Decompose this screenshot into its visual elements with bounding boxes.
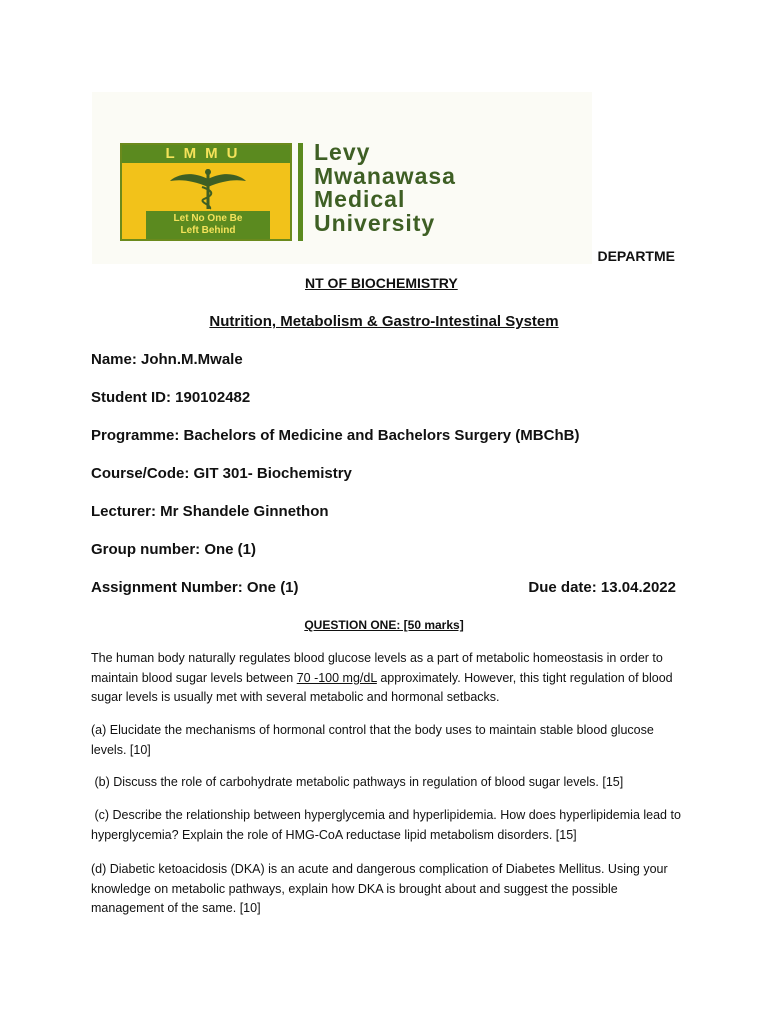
logo-badge-acronym: LMMU [122, 145, 290, 163]
intro-text-before: The human body naturally regulates blood glucose levels as a part of metabolic homeostasis in order to maintain blood sugar levels between [91, 651, 663, 685]
logo-motto [146, 211, 270, 239]
logo-name-line: Levy [314, 139, 371, 165]
question-intro [91, 649, 681, 708]
programme: Programme: Bachelors of Medicine and Bachelors Surgery (MBChB) [91, 427, 580, 444]
logo-motto-line-2: Left Behind [180, 225, 236, 236]
logo-name-line: Medical [314, 186, 406, 212]
question-heading: QUESTION ONE: [50 marks] [304, 618, 464, 632]
logo-motto-line-1: Let No One Be [173, 213, 243, 224]
question-part-a: (a) Elucidate the mechanisms of hormonal control that the body uses to maintain stable blood glucose levels. [10] [91, 723, 654, 757]
intro-text-after: approximately. However, this tight regulation of blood sugar levels is usually met with several metabolic and hormonal setbacks. [91, 670, 673, 704]
module-title: Nutrition, Metabolism & Gastro-Intestinal System [209, 313, 559, 330]
group-number: Group number: One (1) [91, 541, 256, 558]
logo-name-line: Mwanawasa [314, 162, 456, 189]
lecturer: Lecturer: Mr Shandele Ginnethon [91, 503, 329, 520]
logo-divider [298, 143, 303, 241]
department-heading-part-1: DEPARTME [597, 248, 675, 264]
logo-name-line: University [314, 209, 436, 236]
question-part-d: (d) Diabetic ketoacidosis (DKA) is an acute and dangerous complication of Diabetes Mellitus. Using your knowledge on metabolic pathways, explain how DKA is brought about and suggest the possible management of the same. [10] [91, 862, 668, 915]
assignment-number: Assignment Number: One (1) [91, 579, 299, 596]
department-heading-part-2: NT OF BIOCHEMISTRY [305, 275, 458, 291]
student-name: Name: John.M.Mwale [91, 351, 243, 368]
student-id: Student ID: 190102482 [91, 389, 251, 406]
course-code: Course/Code: GIT 301- Biochemistry [91, 465, 352, 482]
question-part-b: (b) Discuss the role of carbohydrate metabolic pathways in regulation of blood sugar levels. [15] [91, 775, 624, 789]
due-date: Due date: 13.04.2022 [528, 579, 676, 596]
logo-university-name [314, 141, 594, 235]
caduceus-icon [168, 167, 248, 211]
glucose-range: 70 -100 mg/dL [296, 670, 377, 685]
question-part-c: (c) Describe the relationship between hyperglycemia and hyperlipidemia. How does hyperlipidemia lead to hyperglycemia? Explain the role of HMG-CoA reductase lipid metabolism disorders. [15] [91, 808, 685, 842]
logo-badge [120, 143, 292, 241]
